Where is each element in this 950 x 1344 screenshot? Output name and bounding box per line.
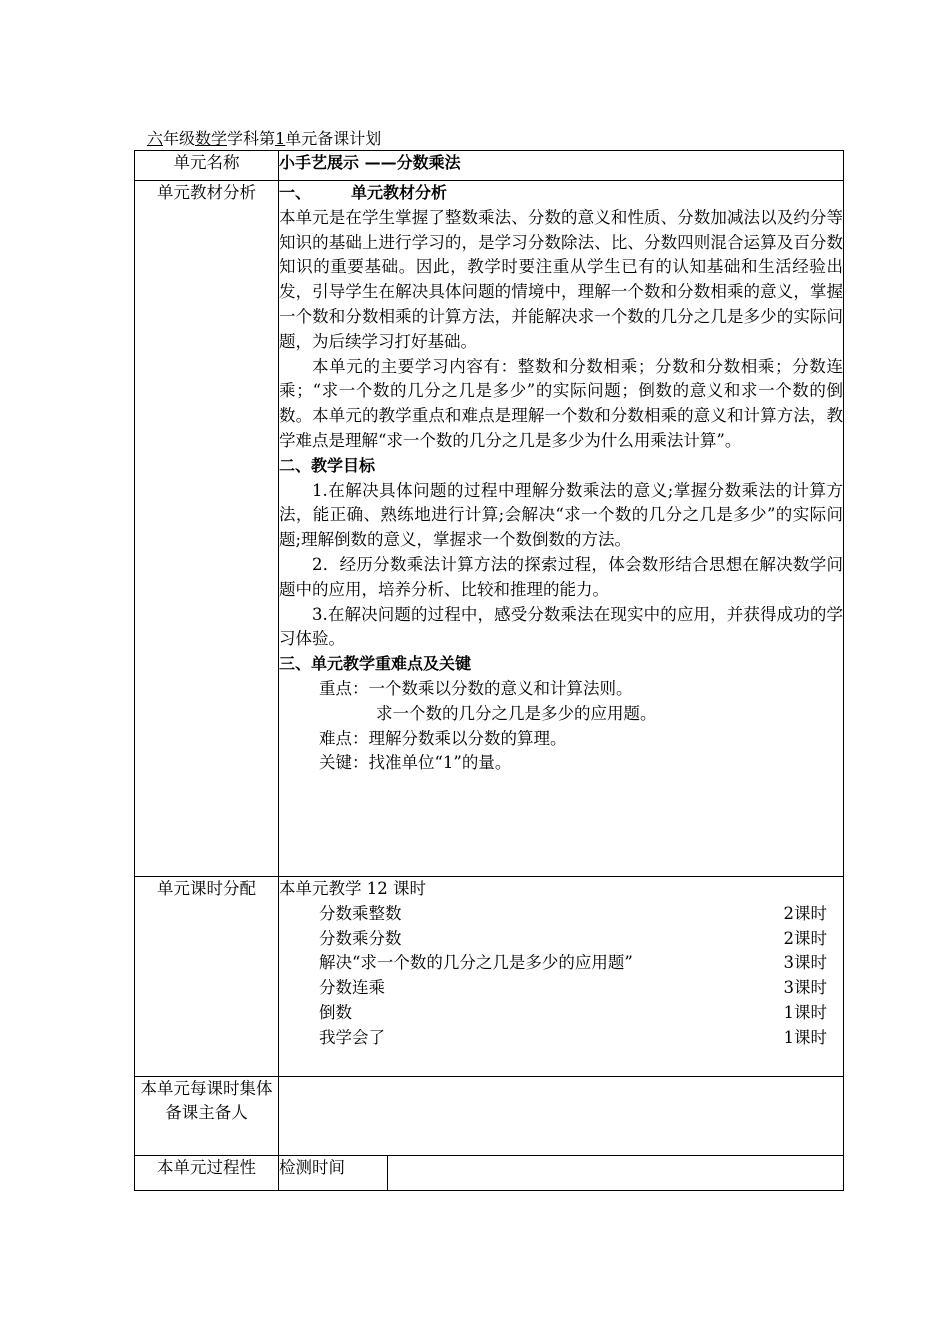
lead-planner-value[interactable] [279, 1077, 844, 1156]
unit-plan-table [134, 150, 844, 1191]
lead-planner-label: 本单元每课时集体备课主备人 [135, 1077, 279, 1156]
goal-3: 3.在解决问题的过程中，感受分数乘法在现实中的应用，并获得成功的学习体验。 [279, 604, 843, 649]
title-subject-suffix: 学科第 [227, 129, 276, 148]
unit-name-label: 单元名称 [135, 151, 279, 181]
schedule-total: 本单元教学 12 课时 [279, 879, 426, 898]
lesson-row: 解决“求一个数的几分之几是多少的应用题” 3课时 [319, 953, 827, 973]
process-label: 本单元过程性 [135, 1156, 279, 1191]
row-analysis [135, 181, 844, 877]
row-lead-planner [135, 1077, 844, 1156]
test-time-label: 检测时间 [279, 1156, 388, 1191]
key-point: 重点：一个数乘以分数的意义和计算法则。 [319, 678, 633, 698]
schedule-label: 单元课时分配 [135, 877, 279, 1077]
difficult-point: 难点：理解分数乘以分数的算理。 [319, 728, 567, 748]
title-unit-no: 1 [275, 129, 286, 148]
row-schedule [135, 877, 844, 1077]
row-process [135, 1156, 844, 1191]
analysis-heading-1: 一、 单元教材分析 [279, 183, 448, 202]
lesson-row: 分数乘整数 2课时 [319, 903, 827, 923]
unit-name-value: 小手艺展示 ——分数乘法 [279, 151, 844, 181]
analysis-label: 单元教材分析 [135, 181, 279, 877]
lesson-row: 倒数 1课时 [319, 1002, 827, 1022]
document-title [147, 126, 381, 149]
title-grade-suffix: 年级 [163, 129, 196, 148]
key-point-2: 求一个数的几分之几是多少的应用题。 [376, 703, 657, 723]
test-time-value[interactable] [388, 1156, 844, 1191]
schedule-content [279, 877, 844, 1077]
title-subject: 数学 [195, 129, 228, 148]
goal-1: 1.在解决具体问题的过程中理解分数乘法的意义;掌握分数乘法的计算方法，能正确、熟练地进行计算;会解决“求一个数的几分之几是多少”的实际问题;理解倒数的意义，掌握求一个数倒数的方法。 [279, 480, 843, 550]
analysis-paragraph-1: 本单元是在学生掌握了整数乘法、分数的意义和性质、分数加减法以及约分等知识的基础上进行学习的，是学习分数除法、比、分数四则混合运算及百分数知识的重要基础。因此，教学时要注重从学生已有的认知基础和生活经验出发，引导学生在解决具体问题的情境中，理解一个数和分数相乘的意义，掌握一个数和分数相乘的计算方法，并能解决求一个数的几分之几是多少的实际问题，为后续学习打好基础。 [279, 207, 843, 351]
analysis-heading-2: 二、教学目标 [279, 455, 376, 475]
title-suffix: 单元备课计划 [285, 129, 382, 148]
row-unit-name [135, 151, 844, 181]
key-factor: 关键：找准单位“1”的量。 [319, 753, 512, 773]
title-grade: 六 [147, 129, 164, 148]
lesson-row: 分数乘分数 2课时 [319, 928, 827, 948]
lesson-row: 我学会了 1课时 [319, 1027, 827, 1047]
goal-2: 2．经历分数乘法计算方法的探索过程，体会数形结合思想在解决数学问题中的应用，培养分析、比较和推理的能力。 [279, 554, 843, 599]
analysis-heading-3: 三、单元教学重难点及关键 [279, 654, 472, 674]
analysis-content [279, 181, 844, 877]
lesson-row: 分数连乘 3课时 [319, 978, 827, 998]
analysis-paragraph-2: 本单元的主要学习内容有：整数和分数相乘；分数和分数相乘；分数连乘；“求一个数的几分之几是多少”的实际问题；倒数的意义和求一个数的倒数。本单元的教学重点和难点是理解一个数和分数相乘的意义和计算方法，教学难点是理解“求一个数的几分之几是多少为什么用乘法计算”。 [279, 356, 843, 450]
